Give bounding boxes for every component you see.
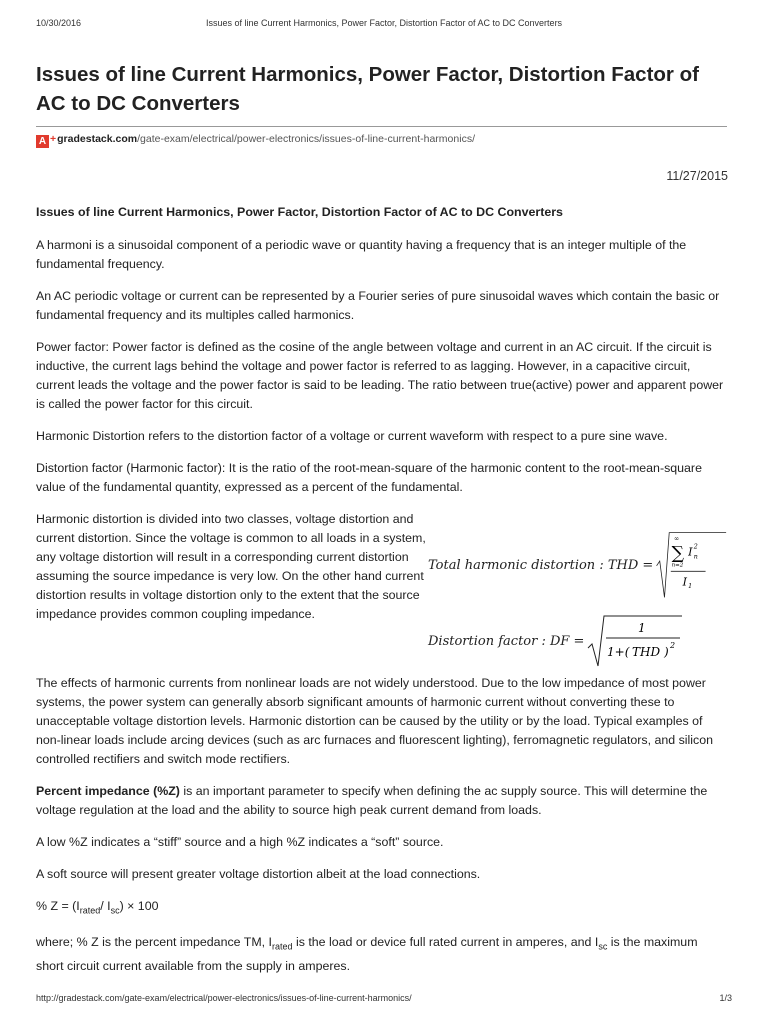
paragraph-stiff-soft-source: A low %Z indicates a “stiff” source and a high %Z indicates a “soft” source. <box>36 835 444 849</box>
svg-text:∞: ∞ <box>674 535 680 543</box>
article-subtitle: Issues of line Current Harmonics, Power Factor, Distortion Factor of AC to DC Converters <box>36 205 563 219</box>
percent-impedance-equation: % $Z = (I_{rated}/$ $I_{sc}) \times 100$ <box>36 899 159 916</box>
svg-text:1: 1 <box>688 582 693 590</box>
svg-text:n: n <box>694 553 699 561</box>
svg-text:I: I <box>688 545 693 559</box>
footer-url: http://gradestack.com/gate-exam/electrical/power-electronics/issues-of-line-current-harmonics/ <box>36 993 412 1003</box>
paragraph-percent-impedance: Percent impedance (%Z) is an important parameter to specify when defining the ac supply source. This will determine the voltage regulation at the load and the ability to source high peak current demand from loads. <box>36 784 708 817</box>
svg-text:1: 1 <box>638 621 647 635</box>
paragraph-harmonic-distortion: Harmonic Distortion refers to the distortion factor of a voltage or current waveform with respect to a pure sine wave. <box>36 429 668 443</box>
print-page-title: Issues of line Current Harmonics, Power Factor, Distortion Factor of AC to DC Converters <box>205 18 563 28</box>
paragraph-where-definitions: where; % Z is the percent impedance TM, $I_{rated}$ is the load or device full rated current in amperes, and $I_{sc}$ is the maximum short circuit current available from the supply in amperes. <box>36 935 698 973</box>
svg-text:I: I <box>682 575 688 589</box>
source-domain: gradestack.com <box>57 133 138 145</box>
svg-text:2: 2 <box>694 543 699 551</box>
svg-text:2: 2 <box>670 641 676 650</box>
paragraph-distortion-classes: Harmonic distortion is divided into two classes, voltage distortion and current distortion. Since the voltage is common to all loads in a system, any voltage distortion will result in a corresponding current distortion assuming the source impedance is very low. On the other hand current distortion results in voltage distortion only to the extent that the source impedance provides common coupling impedance. <box>36 512 426 621</box>
gradestack-logo-icon: A <box>36 135 49 148</box>
percent-impedance-term: Percent impedance (%Z) <box>36 784 180 798</box>
paragraph-distortion-factor: Distortion factor (Harmonic factor): It is the ratio of the root-mean-square of the harmonic content to the root-mean-square value of the fundamental quantity, expressed as a percent of the fundamental. <box>36 461 702 494</box>
svg-text:): ) <box>664 645 670 659</box>
paragraph-power-factor: Power factor: Power factor is defined as the cosine of the angle between voltage and current in an AC circuit. If the circuit is inductive, the current lags behind the voltage and power factor is referred to as lagging. However, in a capacitive circuit, current leads the voltage and the power factor is said to be leading. The ratio between true(active) power and apparent power is called the power factor for this circuit. <box>36 340 724 411</box>
gradestack-logo-plus: + <box>50 133 57 145</box>
df-formula-label: Distortion factor : DF = <box>428 633 585 649</box>
thd-formula-label: Total harmonic distortion : THD = <box>428 557 654 573</box>
thd-formula-expression <box>655 520 728 610</box>
source-link[interactable] <box>36 133 475 148</box>
paragraph-fourier-series: An AC periodic voltage or current can be represented by a Fourier series of pure sinusoidal waves which contain the basic or fundamental frequency and its multiples called harmonics. <box>36 289 720 322</box>
source-path: /gate-exam/electrical/power-electronics/issues-of-line-current-harmonics/ <box>137 133 475 145</box>
svg-text:1+(: 1+( <box>607 645 630 659</box>
df-formula-expression <box>586 614 686 668</box>
formula-block <box>428 510 728 668</box>
page-number: 1/3 <box>719 993 732 1003</box>
title-divider <box>36 126 727 127</box>
svg-text:THD: THD <box>632 645 661 659</box>
paragraph-soft-source: A soft source will present greater voltage distortion albeit at the load connections. <box>36 867 481 881</box>
article-date: 11/27/2015 <box>666 169 728 183</box>
article-title: Issues of line Current Harmonics, Power Factor, Distortion Factor of AC to DC Converters <box>36 63 699 115</box>
text-with-formulas <box>36 510 728 668</box>
df-formula <box>428 614 728 668</box>
svg-text:n=2: n=2 <box>671 562 684 569</box>
svg-text:∑: ∑ <box>671 543 685 564</box>
paragraph-harmonic-definition: A harmoni is a sinusoidal component of a periodic wave or quantity having a frequency that is an integer multiple of the fundamental frequency. <box>36 238 687 271</box>
thd-formula <box>428 520 728 610</box>
article-body <box>36 203 728 989</box>
paragraph-nonlinear-loads: The effects of harmonic currents from nonlinear loads are not widely understood. Due to the low impedance of most power systems, the power system can generally absorb significant amounts of harmonic current without converting these to unacceptable voltage distortion levels. Harmonic distortion can be caused by the utility or by the load. Typical examples of non-linear loads include arcing devices (such as arc furnaces and fluorescent lighting), ferromagnetic regulators, and silicon controlled rectifiers and switch mode rectifiers. <box>36 676 714 766</box>
print-date: 10/30/2016 <box>36 18 82 28</box>
